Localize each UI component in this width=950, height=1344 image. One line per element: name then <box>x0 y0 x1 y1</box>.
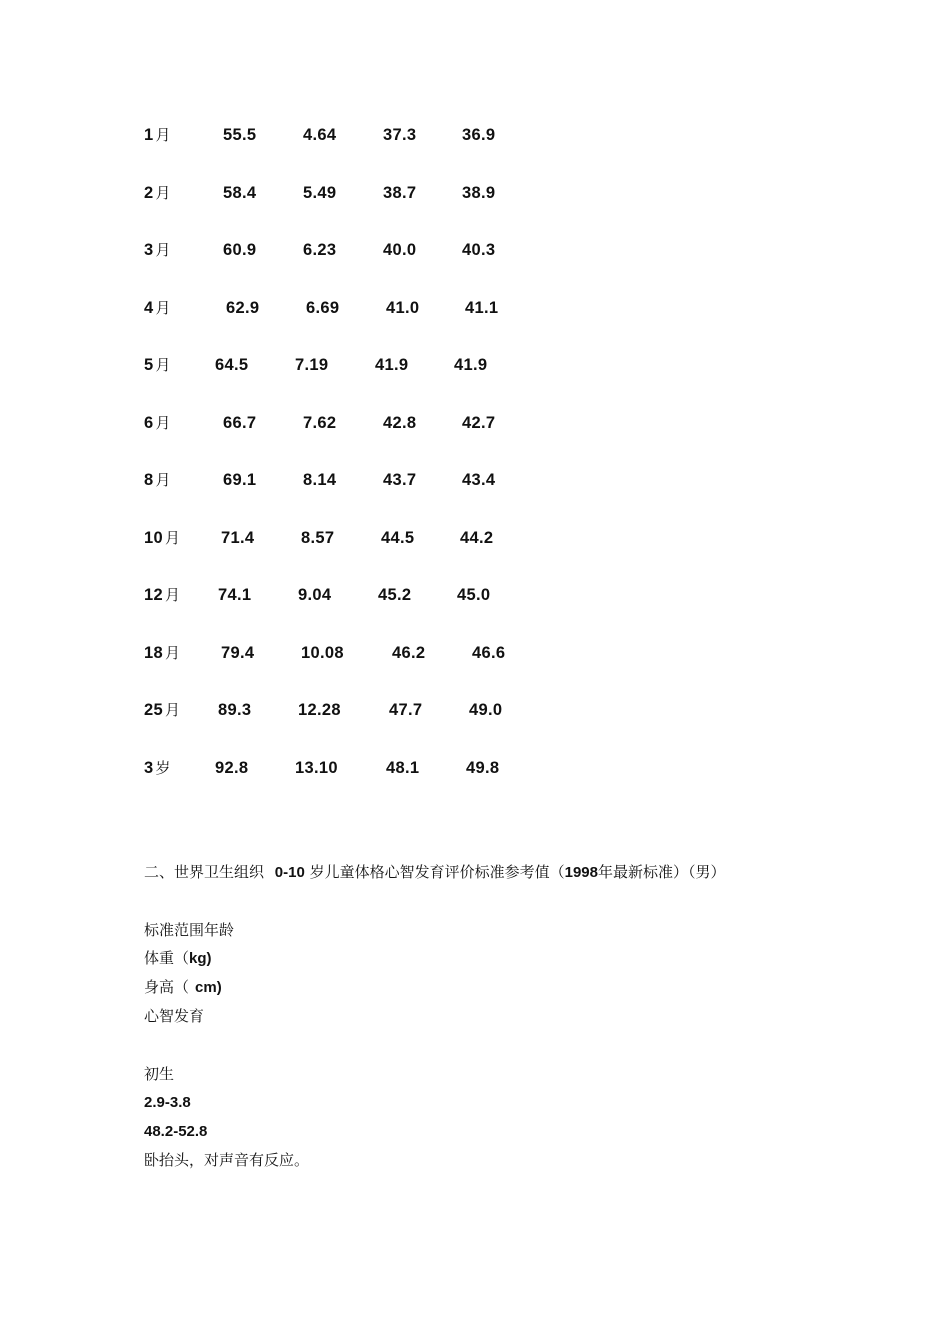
value-cell-2: 7.19 <box>295 356 329 374</box>
value-cell-2: 6.69 <box>306 299 340 317</box>
value-cell-1: 58.4 <box>223 184 257 202</box>
value-cell-4: 38.9 <box>462 184 496 202</box>
value-cell-4: 36.9 <box>462 126 496 144</box>
header-weight-unit: kg) <box>189 950 212 967</box>
value-cell-2: 8.14 <box>303 471 337 489</box>
age-number: 12 <box>144 586 163 604</box>
value-cell-1: 74.1 <box>218 586 252 604</box>
row-mental-description: 卧抬头，对声音有反应。 <box>144 1151 310 1169</box>
age-unit: 月 <box>155 356 171 374</box>
age-number: 10 <box>144 529 163 547</box>
value-cell-3: 46.2 <box>392 644 426 662</box>
value-cell-3: 47.7 <box>389 701 423 719</box>
value-cell-4: 45.0 <box>457 586 491 604</box>
age-unit: 月 <box>164 644 181 662</box>
age-number: 8 <box>144 471 154 489</box>
value-cell-1: 71.4 <box>221 529 255 547</box>
age-number: 6 <box>144 414 154 432</box>
value-cell-2: 6.23 <box>303 241 337 259</box>
row-height-value: 48.2-52.8 <box>144 1123 208 1140</box>
value-cell-2: 12.28 <box>298 701 341 719</box>
age-number: 1 <box>144 126 154 144</box>
age-cell <box>144 584 180 606</box>
header-mental-label: 心智发育 <box>144 1007 205 1025</box>
value-cell-3: 45.2 <box>378 586 412 604</box>
heading-part-a: 二、世界卫生组织 <box>144 863 265 881</box>
header-weight-text: 体重（ <box>144 949 190 967</box>
value-cell-4: 41.9 <box>454 356 488 374</box>
value-cell-3: 48.1 <box>386 759 420 777</box>
value-cell-2: 7.62 <box>303 414 337 432</box>
age-cell <box>144 239 171 261</box>
value-cell-1: 89.3 <box>218 701 252 719</box>
header-height-text: 身高（ <box>144 978 190 996</box>
value-cell-2: 5.49 <box>303 184 337 202</box>
age-cell <box>144 412 171 434</box>
value-cell-4: 46.6 <box>472 644 506 662</box>
age-number: 3 <box>144 241 154 259</box>
value-cell-4: 44.2 <box>460 529 494 547</box>
value-cell-2: 13.10 <box>295 759 338 777</box>
value-cell-4: 41.1 <box>465 299 499 317</box>
value-cell-3: 37.3 <box>383 126 417 144</box>
value-cell-4: 49.8 <box>466 759 500 777</box>
header-height-unit: cm) <box>195 979 222 996</box>
age-cell <box>144 469 171 491</box>
age-cell <box>144 527 180 549</box>
value-cell-1: 69.1 <box>223 471 257 489</box>
heading-part-c: 岁儿童体格心智发育评价标准参考值（ <box>309 863 565 881</box>
age-cell <box>144 699 180 721</box>
value-cell-1: 92.8 <box>215 759 249 777</box>
age-unit: 月 <box>164 586 181 604</box>
age-unit: 月 <box>155 471 171 489</box>
value-cell-3: 42.8 <box>383 414 417 432</box>
age-number: 18 <box>144 644 163 662</box>
value-cell-2: 9.04 <box>298 586 332 604</box>
value-cell-4: 40.3 <box>462 241 496 259</box>
value-cell-4: 49.0 <box>469 701 503 719</box>
value-cell-3: 40.0 <box>383 241 417 259</box>
row-age-newborn: 初生 <box>144 1065 175 1083</box>
age-unit: 月 <box>155 184 171 202</box>
value-cell-3: 41.9 <box>375 356 409 374</box>
value-cell-1: 55.5 <box>223 126 257 144</box>
age-cell <box>144 757 171 779</box>
age-number: 4 <box>144 299 154 317</box>
value-cell-4: 42.7 <box>462 414 496 432</box>
value-cell-3: 44.5 <box>381 529 415 547</box>
heading-year: 1998 <box>564 864 598 881</box>
value-cell-3: 43.7 <box>383 471 417 489</box>
value-cell-2: 8.57 <box>301 529 335 547</box>
value-cell-1: 60.9 <box>223 241 257 259</box>
age-number: 5 <box>144 356 154 374</box>
value-cell-4: 43.4 <box>462 471 496 489</box>
value-cell-2: 10.08 <box>301 644 344 662</box>
age-cell <box>144 124 171 146</box>
age-cell <box>144 354 171 376</box>
value-cell-3: 38.7 <box>383 184 417 202</box>
value-cell-1: 62.9 <box>226 299 260 317</box>
header-height-label <box>144 977 222 998</box>
value-cell-1: 64.5 <box>215 356 249 374</box>
age-number: 3 <box>144 759 154 777</box>
row-weight-value: 2.9-3.8 <box>144 1094 191 1111</box>
age-unit: 月 <box>164 529 181 547</box>
heading-part-e: 年最新标准）（男） <box>598 863 726 881</box>
value-cell-2: 4.64 <box>303 126 337 144</box>
age-unit: 月 <box>155 414 171 432</box>
value-cell-3: 41.0 <box>386 299 420 317</box>
heading-age-range: 0-10 <box>274 864 305 881</box>
age-unit: 月 <box>155 299 171 317</box>
age-unit: 月 <box>164 701 181 719</box>
age-unit: 月 <box>155 126 171 144</box>
section-heading <box>144 862 726 883</box>
header-weight-label <box>144 948 212 969</box>
value-cell-1: 66.7 <box>223 414 257 432</box>
value-cell-1: 79.4 <box>221 644 255 662</box>
age-number: 25 <box>144 701 163 719</box>
header-age-label: 标准范围年龄 <box>144 921 235 939</box>
age-number: 2 <box>144 184 154 202</box>
age-unit: 月 <box>155 241 171 259</box>
age-unit: 岁 <box>155 759 171 777</box>
age-cell <box>144 297 171 319</box>
age-cell <box>144 642 180 664</box>
age-cell <box>144 182 171 204</box>
